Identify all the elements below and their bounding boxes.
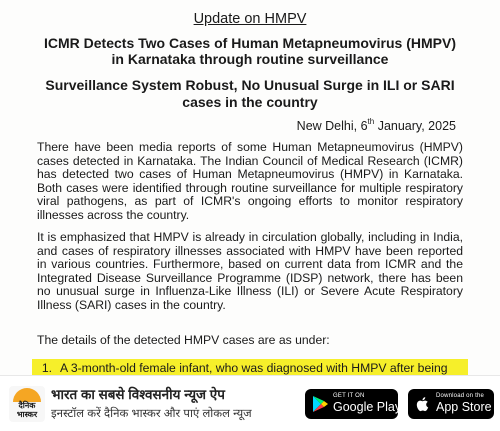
logo-sun-icon: [13, 388, 41, 402]
banner-title: भारत का सबसे विश्वसनीय न्यूज ऐप: [51, 387, 225, 402]
sub-title: Surveillance System Robust, No Unusual Surge in ILI or SARI cases in the country: [45, 77, 455, 110]
paragraph-3: The details of the detected HMPV cases are as under:: [37, 333, 330, 347]
google-play-icon: [311, 395, 329, 413]
dateline: [297, 119, 456, 133]
banner-subtitle: इनस्टॉल करें दैनिक भास्कर और पाएं लोकल न्यूज: [51, 408, 252, 420]
logo-text: [9, 401, 45, 419]
update-title: Update on HMPV: [193, 11, 307, 27]
date-superscript: th: [367, 117, 375, 126]
google-play-small-text: GET IT ON: [333, 393, 365, 399]
list-item-number: 1.: [41, 361, 52, 375]
google-play-label: Google Play: [333, 400, 402, 414]
logo-text-line2: भास्कर: [16, 410, 38, 419]
app-store-small-text: Download on the: [436, 393, 485, 399]
google-play-button[interactable]: [305, 389, 402, 419]
main-title: ICMR Detects Two Cases of Human Metapneumovirus (HMPV) in Karnataka through routine surveillance: [43, 35, 457, 67]
paragraph-1: There have been media reports of some Human Metapneumovirus (HMPV) cases detected in Karnataka. The Indian Council of Medical Research (ICMR) has detected two cases of Human Metapneumovirus (HMPV) in Karnataka. Both cases were identified through routine surveillance for multiple respiratory viral pathogens, as part of ICMR's ongoing efforts to monitor respiratory illnesses across the country.: [37, 140, 463, 222]
date-place: New Delhi, 6: [296, 119, 368, 133]
date-rest: January, 2025: [374, 119, 456, 133]
logo-text-line1: दैनिक: [18, 401, 36, 410]
highlighted-list-item: [32, 359, 468, 375]
paragraph-2: It is emphasized that HMPV is already in circulation globally, including in India, and cases of respiratory illnesses associated with HMPV have been reported in various countries. Furthermore, based on current data from ICMR and the Integrated Disease Surveillance Programme (IDSP) network, there has been no unusual surge in Influenza-Like Illness (ILI) or Severe Acute Respiratory Illness (SARI) cases in the country.: [37, 230, 463, 312]
list-item-text: A 3-month-old female infant, who was diagnosed with HMPV after being: [60, 361, 448, 375]
dainik-bhaskar-logo: [9, 386, 45, 422]
app-store-button[interactable]: [408, 389, 494, 419]
app-store-label: App Store: [436, 400, 492, 414]
app-download-banner[interactable]: [0, 375, 500, 431]
apple-icon: [414, 395, 432, 413]
